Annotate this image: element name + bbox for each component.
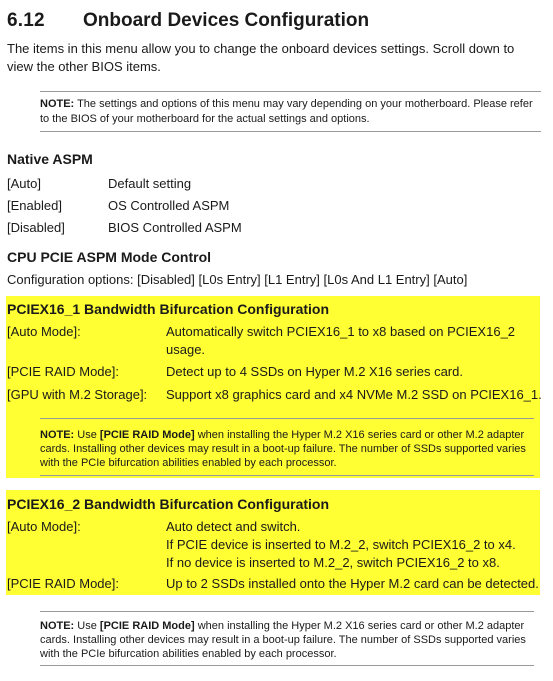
pciex16-1-heading: PCIEX16_1 Bandwidth Bifurcation Configuration: [7, 301, 330, 317]
option-key: [Auto Mode]:: [7, 519, 81, 534]
note-box-raid-mode: [40, 418, 534, 476]
option-key: [Disabled]: [7, 220, 65, 235]
note-box-raid-mode-bottom: [40, 611, 534, 666]
note-label: NOTE:: [40, 620, 75, 632]
option-desc: Detect up to 4 SSDs on Hyper M.2 X16 series card.: [166, 364, 463, 379]
cpu-pcie-config-options: Configuration options: [Disabled] [L0s Entry] [L1 Entry] [L0s And L1 Entry] [Auto]: [7, 272, 468, 287]
cpu-pcie-aspm-heading: CPU PCIE ASPM Mode Control: [7, 249, 212, 265]
pciex16-2-option: [7, 518, 540, 572]
option-key: [Enabled]: [7, 198, 62, 213]
option-desc: Support x8 graphics card and x4 NVMe M.2 SSD on PCIEX16_1.: [166, 387, 542, 402]
option-desc-cont: If no device is inserted to M.2_2, switch PCIEX16_2 to x8.: [166, 555, 500, 570]
option-key: [GPU with M.2 Storage]:: [7, 387, 148, 402]
note-box-settings: [40, 91, 541, 132]
option-desc: Up to 2 SSDs installed onto the Hyper M.2 card can be detected.: [166, 576, 539, 591]
native-aspm-option: [7, 219, 507, 237]
option-desc: Automatically switch PCIEX16_1 to x8 based on PCIEX16_2: [166, 324, 516, 339]
pciex16-2-heading: PCIEX16_2 Bandwidth Bifurcation Configuration: [7, 496, 330, 512]
pciex16-1-option: [7, 323, 540, 359]
note-text: The settings and options of this menu may vary depending on your motherboard. Please refer to the BIOS of your motherboard for the actual settings and options.: [40, 98, 533, 125]
option-key: [PCIE RAID Mode]:: [7, 364, 119, 379]
option-desc: Auto detect and switch.: [166, 519, 301, 534]
option-key: [Auto]: [7, 176, 41, 191]
note-bold-option: [PCIE RAID Mode]: [99, 429, 195, 441]
pciex16-1-option: [7, 363, 540, 381]
pciex16-1-option: [7, 386, 540, 404]
section-number: 6.12: [7, 10, 45, 31]
option-desc: Default setting: [108, 176, 192, 191]
note-text: when installing the Hyper M.2 X16 series card or other M.2 adapter cards. Installing other devices may result in a boot-up failure. The number of SSDs supported varies with the PCIe bifurcation abilities enabled by each processor.: [40, 620, 526, 660]
native-aspm-option: [7, 175, 507, 193]
pciex16-2-option: [7, 575, 540, 593]
native-aspm-option: [7, 197, 507, 215]
option-key: [Auto Mode]:: [7, 324, 81, 339]
note-label: NOTE:: [40, 98, 75, 110]
section-title-row: [7, 10, 547, 36]
native-aspm-heading: Native ASPM: [7, 151, 93, 167]
intro-paragraph: The items in this menu allow you to change the onboard devices settings. Scroll down to view the other BIOS items.: [7, 41, 515, 74]
section-title: Onboard Devices Configuration: [83, 10, 370, 31]
option-desc-cont: If PCIE device is inserted to M.2_2, switch PCIEX16_2 to x4.: [166, 537, 516, 552]
note-text: when installing the Hyper M.2 X16 series card or other M.2 adapter cards. Installing other devices may result in a boot-up failure. The number of SSDs supported varies with the PCIe bifurcation abilities enabled by each processor.: [40, 429, 526, 469]
option-desc-cont: usage.: [166, 342, 206, 357]
option-desc: OS Controlled ASPM: [108, 198, 230, 213]
note-bold-option: [PCIE RAID Mode]: [99, 620, 195, 632]
note-text: Use: [74, 620, 100, 632]
option-key: [PCIE RAID Mode]:: [7, 576, 119, 591]
option-desc: BIOS Controlled ASPM: [108, 220, 242, 235]
note-text: Use: [74, 429, 100, 441]
note-label: NOTE:: [40, 429, 75, 441]
